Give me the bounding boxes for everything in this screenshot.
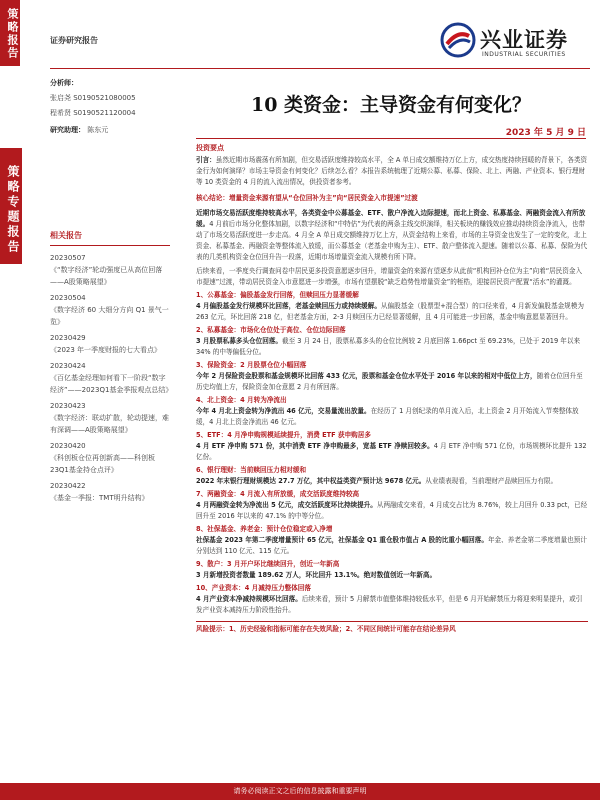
analyst-2: 程希贤 S0190521120004 xyxy=(50,109,136,117)
fund-item-body: 截至 3 月 24 日，股票私募多头的仓位比例较 2 月底回落 1.66pct 至 69.23%，已处于 2019 年以来 34% 的中等偏低分位。 xyxy=(196,337,581,356)
header-label: 证券研究报告 xyxy=(50,36,98,45)
fund-item-body: 从两融成交来看，4 月成交占比为 8.76%，较上月回升 0.33 pct，已经回升至 2016 年以来的 47.1% 的中等分位。 xyxy=(196,501,588,520)
fund-item-heading: 2、私募基金：市场化仓位处于高位、仓位边际回落 xyxy=(196,325,588,336)
fund-item-text xyxy=(196,441,588,463)
fund-item-lead: 3 月新增投资者数量 189.62 万人，环比回升 13.1%。绝对数值创近一年新高。 xyxy=(196,571,437,579)
related-report-item[interactable] xyxy=(50,292,170,328)
fund-item-body: 年金、养老金第二季度增量也预计分别达到 110 亿元、115 亿元。 xyxy=(196,536,587,555)
core-conclusion: 核心结论：增量资金来源有望从“仓位回补为主”向“居民资金入市提速”过渡 xyxy=(196,194,418,202)
related-report-item[interactable] xyxy=(50,360,173,396)
fund-item-lead: 4 月产业资本净减持规模环比回落。 xyxy=(196,595,302,603)
fund-item-text xyxy=(196,535,588,557)
related-report-date: 20230504 xyxy=(50,294,86,302)
fund-item-lead: 4 月两融资金转为净流出 5 亿元，成交活跃度环比持续提升。 xyxy=(196,501,377,509)
related-report-item[interactable] xyxy=(50,440,170,476)
intro-lead: 引言： xyxy=(196,156,216,164)
related-report-item[interactable] xyxy=(50,400,170,436)
paragraph-1-text: 4 月前后市场分化整体加剧，以数字经济和“中特估”为代表的两条主线交织演绎，相关板块的赚钱效应推动持续资金净流入，也带动了市场交易活跃度进一步走高。4 月全 A 单日成交额维持万亿上方，从资金结构上来看，市场的主导资金也发生了一定的变化，北上资金、私募基金、两融资金等整体流入放缓，而公募基金（老基金申购为主）、ETF、散户整体流入提速。随着以公募、私募、保险为代表的几类机构资金仓位回升告一段落，近期市场增量资金流入规模有所下降。 xyxy=(196,220,588,261)
report-category-tab: 策略专题报告 xyxy=(0,148,22,264)
fund-item-heading: 3、保险资金：2 月股票仓位小幅回落 xyxy=(196,360,588,371)
report-title: 10 类资金：主导资金有何变化？ xyxy=(250,94,532,116)
intro-paragraph xyxy=(196,155,588,188)
fund-item-lead: 3 月股票私募多头仓位回落。 xyxy=(196,337,283,345)
related-report-title: 《科创板仓位再创新高——科创板23Q1基金持仓点评》 xyxy=(50,454,155,474)
logo-name: 兴业证券 xyxy=(480,28,568,52)
related-report-date: 20230422 xyxy=(50,482,86,490)
fund-item-heading: 1、公募基金：偏股基金发行回落，但赎回压力显著缓解 xyxy=(196,290,588,301)
assistant-name: 陈东元 xyxy=(87,126,109,134)
related-report-date: 20230423 xyxy=(50,402,86,410)
report-date: 2023 年 5 月 9 日 xyxy=(505,128,586,138)
related-report-title: 《数字经济 60 大细分方向 Q1 景气一览》 xyxy=(50,306,169,326)
fund-item-body: 从偏股基金（股票型+混合型）的口径来看，4 月新发偏股基金规模为 263 亿元，环比回落 218 亿，但老基金方面，2-3 月赎回压力已经显著缓解，且 4 月可能进一步回落，基金申购意愿显著回升。 xyxy=(196,302,584,321)
fund-item-body: 4 月 ETF 净申购 571 亿份，市场规模环比提升 132 亿份。 xyxy=(196,442,587,461)
related-report-title: 《“数字经济”轮动强度已从高位回落——A股策略展望》 xyxy=(50,266,163,286)
footer-disclaimer: 请务必阅读正文之后的信息披露和重要声明 xyxy=(0,783,600,800)
header-divider xyxy=(50,68,590,69)
fund-item-text xyxy=(196,336,588,358)
fund-item-body: 随着仓位回升至历史均值上方，保险资金加仓意愿 2 月有所回落。 xyxy=(196,372,583,391)
assistant-label: 研究助理： xyxy=(50,126,85,134)
fund-item-heading: 10、产业资本：4 月减持压力整体回落 xyxy=(196,583,588,594)
related-report-title: 《基金一季报：TMT明升结构》 xyxy=(50,494,149,502)
fund-item-text xyxy=(196,500,588,522)
fund-item-heading: 5、ETF：4 月净申购规模延续提升，消费 ETF 获申购居多 xyxy=(196,430,588,441)
fund-item-lead: 今年 2 月保险资金股票和基金规模环比回落 433 亿元，股票和基金仓位水平处于 2016 年以来的相对中低位上方， xyxy=(196,372,537,380)
related-report-item[interactable] xyxy=(50,332,170,356)
related-report-date: 20230424 xyxy=(50,362,86,370)
analyst-title: 分析师： xyxy=(50,79,78,87)
brand-logo xyxy=(440,20,590,68)
sidebar xyxy=(50,76,173,508)
fund-items xyxy=(196,290,588,616)
fund-item-text xyxy=(196,476,588,487)
analyst-1: 张启尧 S0190521080005 xyxy=(50,94,136,102)
fund-item-text xyxy=(196,406,588,428)
title-divider xyxy=(196,138,586,139)
fund-item-lead: 今年 4 月北上资金转为净流出 46 亿元，交易量流出放量。 xyxy=(196,407,371,415)
report-type-tab: 策略报告 xyxy=(0,0,20,66)
related-report-date: 20230420 xyxy=(50,442,86,450)
related-report-item[interactable] xyxy=(50,480,170,504)
fund-item-body: 后续来看，预计 5 月解禁市值整体维持较低水平，但是 6 月开始解禁压力将迎来明显提升，或引发产业资本减持压力阶段性抬升。 xyxy=(196,595,583,614)
related-report-item[interactable] xyxy=(50,252,170,288)
risk-warning: 风险提示：1、历史经验和指标可能存在失效风险；2、不同区间统计可能存在结论差异风 xyxy=(196,621,588,635)
intro-text: 虽然近期市场震荡有所加剧，但交易活跃度维持较高水平，全 A 单日成交额维持万亿上方，成交热度持续回暖的背景下，各类资金行为如何演绎？市场主导资金有何变化？后续怎么看？本报告系统梳理了近期公募、私募、保险、北上、两融、产业资本、银行理财等 10 类资金的 4 月的流入流出情况，供投资者参考。 xyxy=(196,156,588,186)
paragraph-2: 后续来看，一季度央行调查问卷中居民更多投资意愿逐步回升，增量资金的来源有望逐步从此前“机构回补仓位为主”向着“居民资金入市提速”过渡，带动居民资金入市意愿进一步增强，市场有望摆脱“缺乏趋势性增量资金”的桎梏，迎接居民资产配置“活水”的灌溉。 xyxy=(196,267,583,286)
fund-item-text xyxy=(196,594,588,616)
fund-item-heading: 9、散户：3 月开户环比继续回升，创近一年新高 xyxy=(196,559,588,570)
related-divider xyxy=(50,245,170,246)
fund-item-body: 在经历了 1 月创纪录的单月流入后，北上资金 2 月开始流入节奏整体放缓，4 月北上资金净流出 46 亿元。 xyxy=(196,407,579,426)
related-reports-title: 相关报告 xyxy=(50,231,82,240)
fund-item-text xyxy=(196,570,588,581)
fund-item-heading: 6、银行理财：当前赎回压力相对缓和 xyxy=(196,465,588,476)
related-report-date: 20230507 xyxy=(50,254,86,262)
fund-item-heading: 8、社保基金、养老金：预计仓位稳定或入净增 xyxy=(196,524,588,535)
fund-item-heading: 7、两融资金：4 月流入有所放缓，成交活跃度维持较高 xyxy=(196,489,588,500)
fund-item-lead: 2022 年末银行理财规模达 27.7 万亿，其中权益类资产预计达 9678 亿元。 xyxy=(196,477,426,485)
main-content xyxy=(196,141,588,635)
related-report-title: 《2023 年一季度财报的七大看点》 xyxy=(50,346,162,354)
logo-english: INDUSTRIAL SECURITIES xyxy=(482,51,566,58)
paragraph-1 xyxy=(196,208,588,263)
related-report-title: 《百亿基金经理如何看下一阶段“数字经济”——2023Q1基金季报观点总结》 xyxy=(50,374,173,394)
section-title: 投资要点 xyxy=(196,144,224,152)
paragraph-1-lead: 近期市场交易活跃度维持较高水平，各类资金中公募基金、ETF、散户净流入边际提速，而北上资金、私募基金、两融资金流入有所放缓。 xyxy=(196,209,586,228)
fund-item-lead: 4 月偏股基金发行规模环比回落，老基金赎回压力或持续缓解。 xyxy=(196,302,381,310)
fund-item-text xyxy=(196,301,588,323)
related-report-date: 20230429 xyxy=(50,334,86,342)
fund-item-body: 从业绩表现看，当前理财产品赎回压力有限。 xyxy=(425,477,558,485)
logo-mark-icon xyxy=(440,22,476,58)
related-report-title: 《数字经济：联动扩散，轮动提速，难有深调——A股策略展望》 xyxy=(50,414,169,434)
fund-item-text xyxy=(196,371,588,393)
fund-item-lead: 4 月 ETF 净申购 571 份，其中消费 ETF 净申购最多，宽基 ETF 净赎回较多。 xyxy=(196,442,434,450)
related-reports-list xyxy=(50,252,173,504)
fund-item-heading: 4、北上资金：4 月转为净流出 xyxy=(196,395,588,406)
fund-item-lead: 社保基金 2023 年第二季度增量预计 65 亿元，社保基金 Q1 重仓股市值占 A 股的比重小幅回落。 xyxy=(196,536,488,544)
